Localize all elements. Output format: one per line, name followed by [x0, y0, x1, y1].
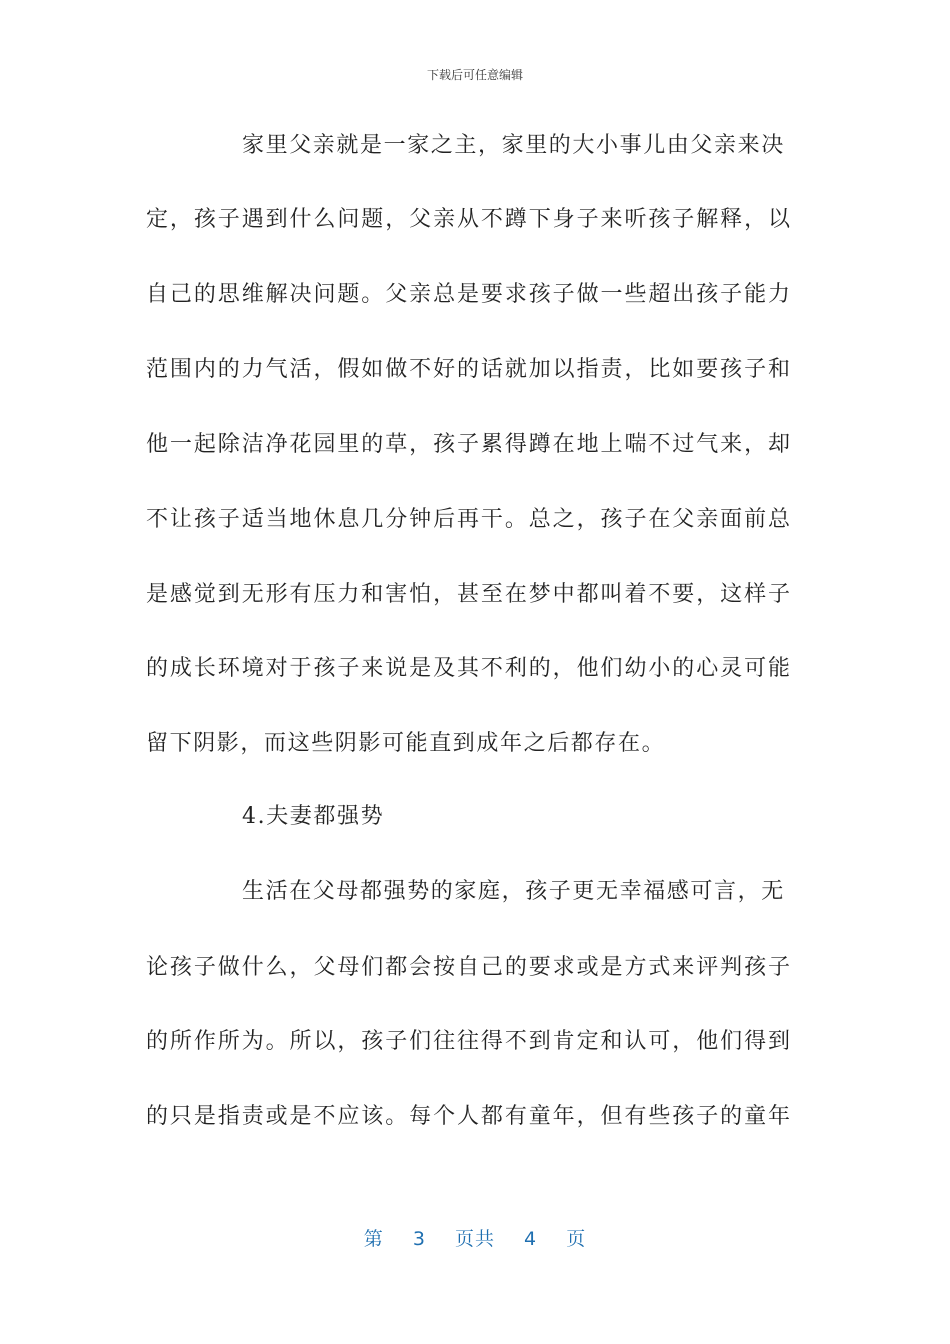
paragraph-line: 家里父亲就是一家之主，家里的大小事儿由父亲来决	[242, 133, 785, 158]
paragraph-line: 留下阴影，而这些阴影可能直到成年之后都存在。	[146, 731, 666, 756]
header-note: 下载后可任意编辑	[426, 68, 523, 82]
current-page-number: 3	[412, 1228, 426, 1250]
paragraph-line: 不让孩子适当地休息几分钟后再干。总之，孩子在父亲面前总	[146, 507, 790, 532]
paragraph-line: 范围内的力气活，假如做不好的话就加以指责，比如要孩子和	[146, 357, 790, 382]
paragraph-line: 的所作所为。所以，孩子们往往得不到肯定和认可，他们得到	[146, 1029, 790, 1054]
footer-suffix: 页	[566, 1228, 587, 1250]
paragraph-line: 的只是指责或是不应该。每个人都有童年，但有些孩子的童年	[146, 1104, 790, 1129]
paragraph-line: 是感觉到无形有压力和害怕，甚至在梦中都叫着不要，这样子	[146, 582, 790, 607]
page-footer	[0, 1224, 950, 1251]
section-heading: 4.夫妻都强势	[242, 804, 385, 829]
footer-prefix: 第	[363, 1228, 384, 1250]
paragraph-line: 的成长环境对于孩子来说是及其不利的，他们幼小的心灵可能	[146, 656, 790, 681]
paragraph-line: 定，孩子遇到什么问题，父亲从不蹲下身子来听孩子解释，以	[146, 207, 790, 232]
paragraph-line: 他一起除洁净花园里的草，孩子累得蹲在地上喘不过气来，却	[146, 432, 790, 457]
paragraph-line: 论孩子做什么，父母们都会按自己的要求或是方式来评判孩子	[146, 955, 790, 980]
paragraph-line: 生活在父母都强势的家庭，孩子更无幸福感可言，无	[242, 879, 785, 904]
paragraph-line: 自己的思维解决问题。父亲总是要求孩子做一些超出孩子能力	[146, 282, 790, 307]
footer-middle: 页共	[454, 1228, 495, 1250]
total-page-number: 4	[524, 1228, 538, 1250]
